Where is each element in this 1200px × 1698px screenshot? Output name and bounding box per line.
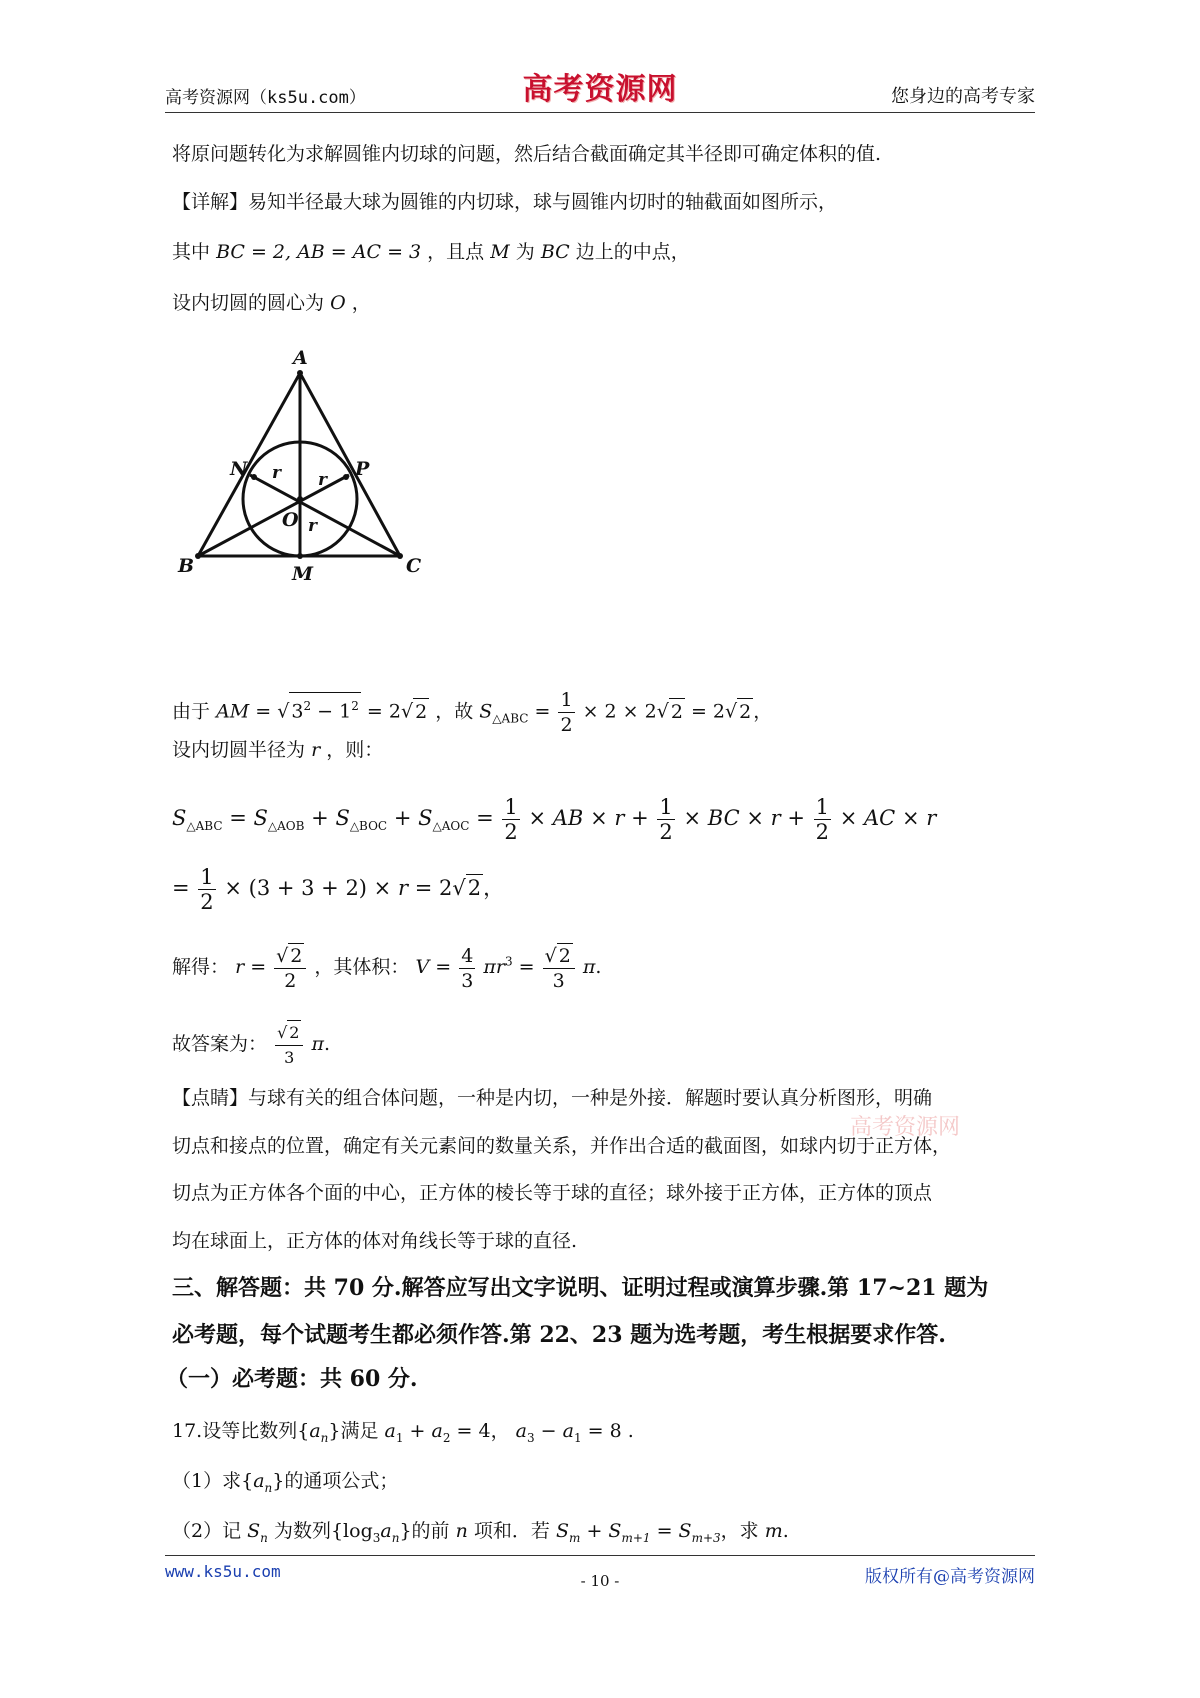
label-r-left: r [272, 463, 281, 483]
page-header [165, 70, 1035, 113]
header-slogan: 您身边的高考专家 [891, 86, 1035, 107]
paragraph-center: 设内切圆的圆心为 O ， [172, 292, 371, 314]
paragraph-radius: 设内切圆半径为 r ，则： [172, 739, 384, 761]
page-number: - 10 - [580, 1572, 620, 1590]
label-m: M [292, 563, 314, 585]
page-footer [165, 1555, 1035, 1590]
section-heading-line-1: 三、解答题：共 70 分.解答应写出文字说明、证明过程或演算步骤.第 17~21 题为 [172, 1275, 989, 1301]
subsection-heading: （一）必考题：共 60 分. [166, 1366, 418, 1392]
paragraph-comment-4: 均在球面上，正方体的体对角线长等于球的直径. [172, 1230, 578, 1252]
math-given-lengths: BC = 2, AB = AC = 3 [216, 241, 422, 263]
watermark: 高考资源网 [850, 1115, 961, 1140]
question-17: 17.设等比数列$\{a_n\}$满足 $a_1 + a_2 = 4$， $a_3 - a_1 = 8$ . [172, 1420, 634, 1445]
paragraph-comment-1: 【点睛】与球有关的组合体问题，一种是内切，一种是外接．解题时要认真分析图形，明确 [172, 1087, 933, 1109]
label-p: P [355, 458, 370, 480]
equation-area-sum-2: = $\frac{1}{2}$ × (3 + 3 + 2) × r = 2√2， [172, 865, 505, 914]
label-n: N [230, 458, 248, 480]
question-17-part-2: （2）记 $S_n$ 为数列$\{\log_3a_n\}$的前 n 项和．若 $S_m + S_{m+1} = S_{m+3}$，求 m. [172, 1520, 789, 1545]
footer-site-link[interactable]: www.ks5u.com [165, 1562, 281, 1581]
answer-line: 故答案为： $\frac{√ 2}{3}$ π. [172, 1020, 1028, 1070]
paragraph-comment-2: 切点和接点的位置，确定有关元素间的数量关系，并作出合适的截面图，如球内切于正方体， [172, 1135, 952, 1157]
label-c: C [406, 555, 422, 577]
paragraph-comment-3: 切点为正方体各个面的中心，正方体的棱长等于球的直径；球外接于正方体，正方体的顶点 [172, 1182, 933, 1204]
label-r-bottom: r [308, 516, 317, 536]
equation-area-sum: $S_{\triangle ABC} = S_{\triangle AOB} + S_{\triangle BOC} + S_{\triangle AOC}$ = $\frac{1}{2}$ × AB × r + $\frac{1}{2}$ × BC × r + $\frac{1}{2}$ × AC × r [172, 795, 937, 844]
label-r-right: r [318, 470, 327, 490]
paragraph-given: 其中 BC = 2, AB = AC = 3 ，且点 M 为 BC 边上的中点， [172, 241, 690, 263]
triangle-incircle-diagram [178, 347, 422, 618]
equation-solve: 解得： r = $\frac{√ 2}{2}$ ，其体积： V = $\frac{4}{3}$ $\pi r^3$ = $\frac{√ 2}{3}$ π. [172, 944, 602, 992]
label-b: B [178, 555, 195, 577]
header-logo: 高考资源网 [522, 72, 678, 107]
question-17-part-1: （1）求$\{a_n\}$的通项公式； [172, 1470, 399, 1495]
section-heading-line-2: 必考题，每个试题考生都必须作答.第 22、23 题为选考题，考生根据要求作答. [172, 1322, 946, 1348]
paragraph-approach: 将原问题转化为求解圆锥内切球的问题，然后结合截面确定其半径即可确定体积的值. [172, 143, 882, 165]
equation-am-area: 由于 AM = √ $3^2 - 1^2 = 2√$ 2 ，故 $S_{\triangle ABC}$ = $\frac{1}{2}$ × 2 × 2√ 2 = 2√ 2 ， [172, 689, 773, 736]
paragraph-detail: 【详解】易知半径最大球为圆锥的内切球，球与圆锥内切时的轴截面如图所示， [172, 191, 838, 213]
label-a: A [293, 347, 308, 369]
label-o: O [282, 509, 299, 531]
header-site-name: 高考资源网（ks5u.com） [165, 88, 366, 108]
footer-copyright: 版权所有@高考资源网 [865, 1567, 1035, 1587]
